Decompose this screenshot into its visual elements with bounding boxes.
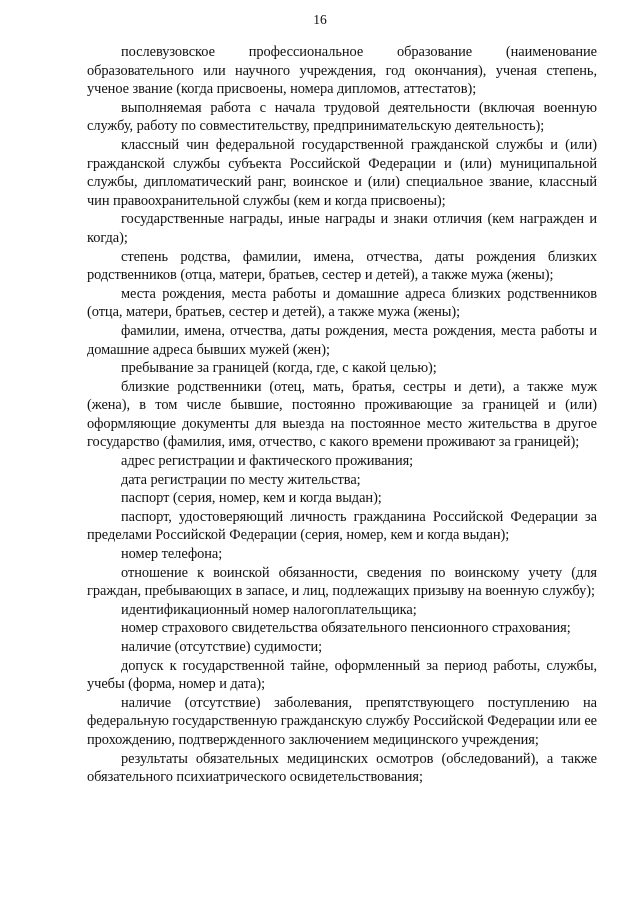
paragraph-relatives-kinship: степень родства, фамилии, имена, отчества, даты рождения близких родственников (отца, матери, братьев, сестер и детей), а также мужа (жены); xyxy=(87,248,597,284)
paragraph-state-secret-clearance: допуск к государственной тайне, оформленный за период работы, службы, учебы (форма, номер и дата); xyxy=(87,657,597,693)
paragraph-former-spouses: фамилии, имена, отчества, даты рождения, места рождения, места работы и домашние адреса бывших мужей (жен); xyxy=(87,322,597,358)
paragraph-relatives-addresses: места рождения, места работы и домашние адреса близких родственников (отца, матери, братьев, сестер и детей), а также мужа (жены); xyxy=(87,285,597,321)
page-number: 16 xyxy=(313,12,327,27)
paragraph-pension-insurance: номер страхового свидетельства обязательного пенсионного страхования; xyxy=(121,620,571,637)
paragraph-passport: паспорт (серия, номер, кем и когда выдан); xyxy=(121,490,382,507)
paragraph-class-rank: классный чин федеральной государственной гражданской службы и (или) гражданской службы субъекта Российской Федерации и (или) муниципальной службы, дипломатический ранг, воинское и (или) специальное звание, классный чин правоохранительной службы (кем и когда присвоены); xyxy=(87,136,597,209)
document-body xyxy=(87,43,597,787)
paragraph-disease-status: наличие (отсутствие) заболевания, препятствующего поступлению на федеральную государственную гражданскую службу Российской Федерации или ее прохождению, подтвержденного заключением медицинского учреждения; xyxy=(87,694,597,748)
paragraph-military-duty: отношение к воинской обязанности, сведения по воинскому учету (для граждан, пребывающих в запасе, и лиц, подлежащих призыву на военную службу); xyxy=(87,564,597,600)
paragraph-stay-abroad: пребывание за границей (когда, где, с какой целью); xyxy=(121,360,437,377)
paragraph-registration-date: дата регистрации по месту жительства; xyxy=(121,471,361,488)
paragraph-state-awards: государственные награды, иные награды и знаки отличия (кем награжден и когда); xyxy=(87,211,597,246)
paragraph-work-history: выполняемая работа с начала трудовой деятельности (включая военную службу, работу по совместительству, предпринимательскую деятельность); xyxy=(87,99,597,135)
paragraph-criminal-record: наличие (отсутствие) судимости; xyxy=(121,639,323,655)
paragraph-registration-address: адрес регистрации и фактического проживания; xyxy=(121,453,414,470)
paragraph-relatives-abroad: близкие родственники (отец, мать, братья, сестры и дети), а также муж (жена), в том числе бывшие, постоянно проживающие за границей и (или) оформляющие документы для выезда на постоянное место жительства в другое государство (фамилия, имя, отчество, с какого времени проживают за границей); xyxy=(87,378,597,451)
paragraph-tax-id: идентификационный номер налогоплательщика; xyxy=(121,601,417,618)
paragraph-foreign-passport: паспорт, удостоверяющий личность гражданина Российской Федерации за пределами Российской Федерации (серия, номер, кем и когда выдан); xyxy=(87,508,597,544)
paragraph-medical-exams: результаты обязательных медицинских осмотров (обследований), а также обязательного психиатрического освидетельствования; xyxy=(87,750,597,786)
paragraph-postgraduate-education: послевузовское профессиональное образование (наименование образовательного или научного учреждения, год окончания), ученая степень, ученое звание (когда присвоены, номера дипломов, аттестатов); xyxy=(87,44,597,98)
paragraph-phone-number: номер телефона; xyxy=(121,546,223,563)
